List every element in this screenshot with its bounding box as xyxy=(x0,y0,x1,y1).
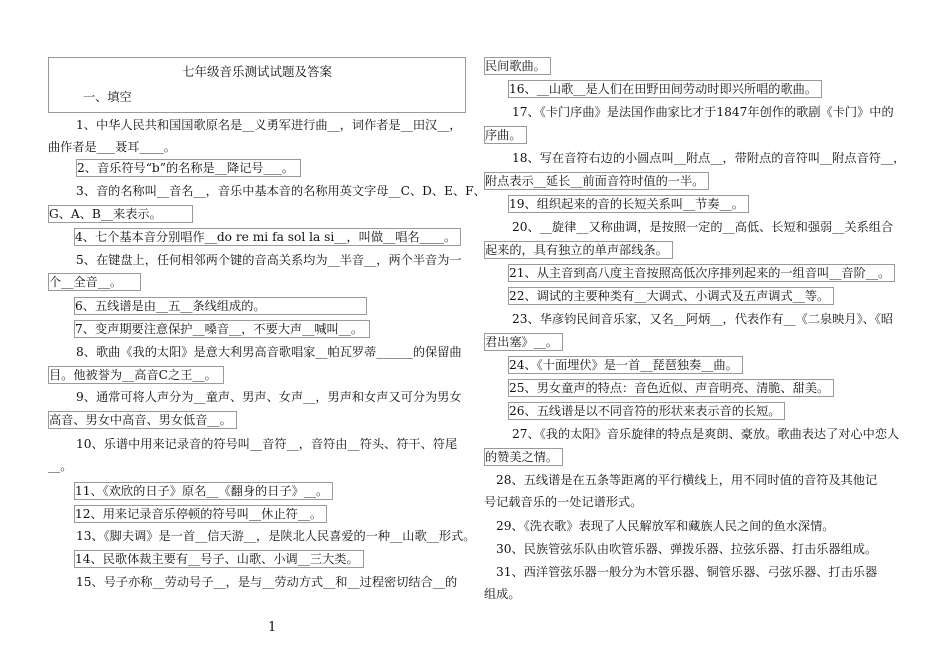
right-line-8: 20、__旋律__又称曲调，是按照一定的__高低、长短和强弱__关系组合 xyxy=(512,220,894,234)
right-line-20: 号记载音乐的一处记谱形式。 xyxy=(484,495,643,509)
left-line-5: G、A、B__来表示。 xyxy=(48,205,193,223)
left-line-9: 6、五线谱是由__五__条线组成的。 xyxy=(74,297,367,315)
left-line-8: 个__全音__。 xyxy=(48,273,141,291)
left-line-2: 曲作者是___聂耳____。 xyxy=(48,140,176,154)
left-line-10: 7、变声期要注意保护__嗓音__，不要大声__喊叫__。 xyxy=(74,320,370,338)
left-line-21: 15、号子亦称__劳动号子__，是与__劳动方式__和__过程密切结合__的 xyxy=(76,575,458,589)
right-line-13: 君出塞》__。 xyxy=(484,333,563,351)
right-line-9: 起来的，具有独立的单声部线条。 xyxy=(484,241,673,259)
left-line-7: 5、在键盘上，任何相邻两个键的音高关系均为__半音__，两个半音为一 xyxy=(76,253,462,267)
left-line-13: 9、通常可将人声分为__童声、男声、女声__，男声和女声又可分为男女 xyxy=(76,390,462,404)
section-heading: 一、填空 xyxy=(83,90,132,104)
right-line-3: 17、《卡门序曲》是法国作曲家比才于1847年创作的歌剧《卡门》中的 xyxy=(512,105,894,119)
right-line-11: 22、调试的主要种类有__大调式、小调式及五声调式__等。 xyxy=(508,287,834,305)
page-title: 七年级音乐测试试题及答案 xyxy=(181,64,332,79)
right-line-6: 附点表示__延长__前面音符时值的一半。 xyxy=(484,172,709,190)
left-line-4: 3、音的名称叫__音名__，音乐中基本音的名称用英文字母__C、D、E、F、 xyxy=(76,184,486,198)
right-line-12: 23、华彦钧民间音乐家，又名__阿炳__，代表作有__《二泉映月》、《昭 xyxy=(512,312,894,326)
right-line-19: 28、五线谱是在五条等距离的平行横线上，用不同时值的音符及其他记 xyxy=(496,473,878,487)
left-line-3: 2、音乐符号“b”的名称是__降记号___。 xyxy=(76,159,301,177)
right-line-16: 26、五线谱是以不同音符的形状来表示音的长短。 xyxy=(508,402,785,420)
right-line-24: 组成。 xyxy=(484,587,521,601)
left-line-14: 高音、男女中高音、男女低音__。 xyxy=(48,411,237,429)
left-line-18: 12、用来记录音乐停顿的符号叫__休止符__。 xyxy=(74,505,327,523)
left-line-1: 1、中华人民共和国国歌原名是__义勇军进行曲__，词作者是__田汉__， xyxy=(76,118,462,132)
right-line-15: 25、男女童声的特点：音色近似、声音明亮、清脆、甜美。 xyxy=(508,379,834,397)
left-line-15: 10、乐谱中用来记录音的符号叫__音符__，音符由__符头、符干、符尾 xyxy=(76,437,458,451)
right-line-14: 24、《十面埋伏》是一首__琵琶独奏__曲。 xyxy=(508,356,743,374)
right-line-1: 民间歌曲。 xyxy=(484,57,551,75)
right-line-23: 31、西洋管弦乐器一般分为木管乐器、铜管乐器、弓弦乐器、打击乐器 xyxy=(496,565,878,579)
right-line-7: 19、组织起来的音的长短关系叫__节奏__。 xyxy=(508,195,749,213)
right-line-22: 30、民族管弦乐队由吹管乐器、弹拨乐器、拉弦乐器、打击乐器组成。 xyxy=(496,542,878,556)
page-number: 1 xyxy=(268,620,277,635)
left-line-16: __。 xyxy=(48,459,73,473)
right-line-5: 18、写在音符右边的小圆点叫__附点__，带附点的音符叫__附点音符__， xyxy=(512,151,906,165)
left-line-11: 8、歌曲《我的太阳》是意大利男高音歌唱家__帕瓦罗蒂______的保留曲 xyxy=(76,345,462,359)
right-line-10: 21、从主音到高八度主音按照高低次序排列起来的一组音叫__音阶__。 xyxy=(508,264,895,282)
right-line-18: 的赞美之情。 xyxy=(484,448,563,466)
title-box xyxy=(48,57,466,113)
right-line-21: 29、《洗衣歌》表现了人民解放军和藏族人民之间的鱼水深情。 xyxy=(496,519,835,533)
left-line-20: 14、民歌体裁主要有__号子、山歌、小调__三大类。 xyxy=(74,550,364,568)
right-line-17: 27、《我的太阳》音乐旋律的特点是爽朗、豪放。歌曲表达了对心中恋人 xyxy=(512,427,900,441)
left-line-19: 13、《脚夫调》是一首__信天游__，是陕北人民喜爱的一种__山歌__形式。 xyxy=(76,529,476,543)
right-line-4: 序曲。 xyxy=(484,126,527,144)
left-line-12: 目。他被誉为__高音C之王__。 xyxy=(48,366,224,384)
left-line-6: 4、七个基本音分别唱作__do re mi fa sol la si__，叫做__唱名____。 xyxy=(74,228,461,246)
right-line-2: 16、__山歌__是人们在田野田间劳动时即兴所唱的歌曲。 xyxy=(508,80,822,98)
left-line-17: 11、《欢欣的日子》原名__《翻身的日子》__。 xyxy=(74,482,333,500)
